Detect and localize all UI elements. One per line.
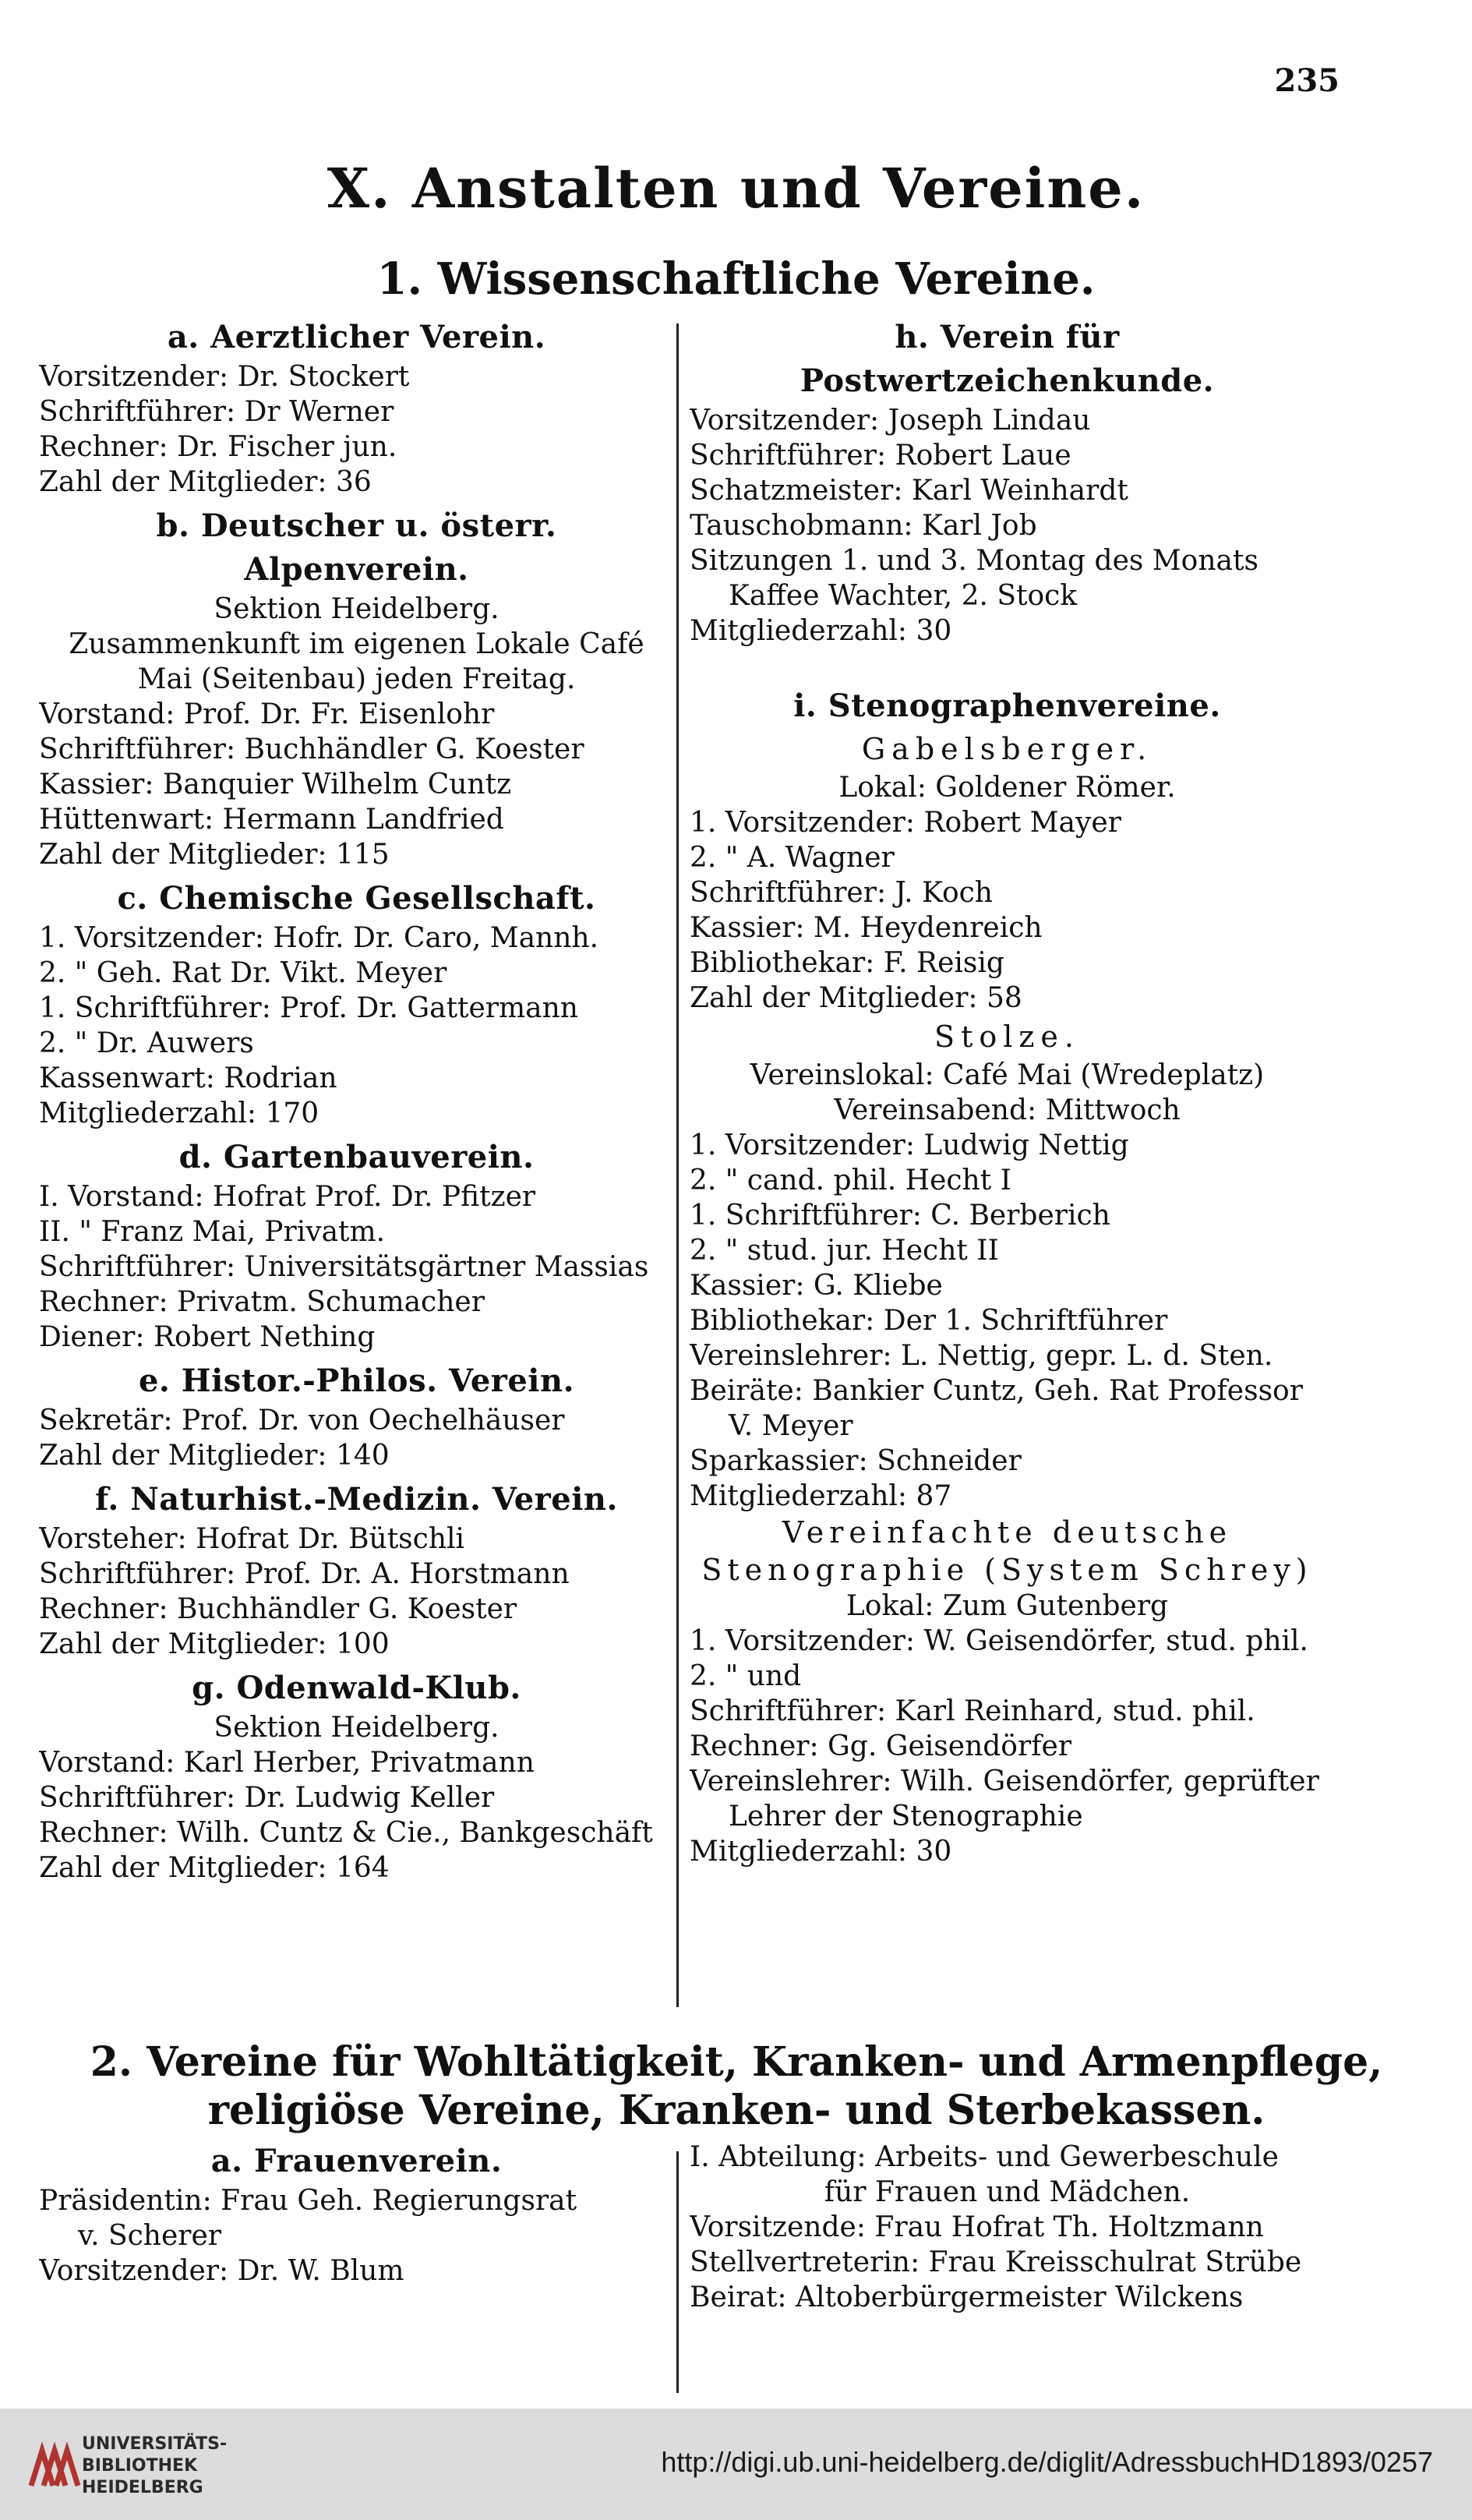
text-line: 1. Schriftführer: Prof. Dr. Gattermann	[39, 992, 578, 1024]
section-aerztlicher-verein	[39, 316, 674, 500]
library-name	[82, 2433, 227, 2499]
section-postwertzeichenkunde	[690, 316, 1325, 649]
text-line: Bibliothekar: Der 1. Schriftführer	[690, 1305, 1168, 1337]
section-heading: h. Verein für Postwertzeichenkunde.	[800, 319, 1215, 399]
section-gartenbauverein	[39, 1136, 674, 1355]
text-line: Vorsitzender: Dr. W. Blum	[39, 2255, 404, 2287]
text-line: Kassenwart: Rodrian	[39, 1062, 337, 1094]
text-line-center: Vereinslokal: Café Mai (Wredeplatz)	[750, 1059, 1265, 1091]
section-heading: f. Naturhist.-Medizin. Verein.	[95, 1481, 618, 1518]
section-heading: a. Frauenverein.	[210, 2143, 503, 2179]
text-line: Zahl der Mitglieder: 164	[39, 1852, 390, 1884]
text-line: Schriftführer: Dr. Ludwig Keller	[39, 1782, 495, 1814]
section-histor-philos-verein	[39, 1359, 674, 1473]
text-line: Mitgliederzahl: 170	[39, 1097, 319, 1129]
text-line-center: für Frauen und Mädchen.	[824, 2176, 1191, 2208]
text-line: 2. " Dr. Auwers	[39, 1027, 254, 1059]
source-url-link[interactable]: http://digi.ub.uni-heidelberg.de/diglit/AdressbuchHD1893/0257	[661, 2446, 1433, 2478]
column-divider-lower	[676, 2151, 679, 2393]
text-line: Vorstand: Prof. Dr. Fr. Eisenlohr	[39, 698, 495, 730]
text-line: Vereinslehrer: Wilh. Geisendörfer, geprüfter	[690, 1765, 1319, 1797]
text-line: Vorsteher: Hofrat Dr. Bütschli	[39, 1523, 465, 1555]
section-chemische-gesellschaft	[39, 877, 674, 1131]
text-line: I. Vorstand: Hofrat Prof. Dr. Pfitzer	[39, 1181, 536, 1213]
text-line: I. Abteilung: Arbeits- und Gewerbeschule	[690, 2141, 1279, 2173]
text-line: 2. " stud. jur. Hecht II	[690, 1235, 999, 1267]
text-line: Schriftführer: J. Koch	[690, 877, 993, 909]
subsection-heading-gabelsberger: Gabelsberger.	[861, 732, 1153, 766]
text-line: Sparkassier: Schneider	[690, 1445, 1022, 1477]
text-line-indented: V. Meyer	[729, 1410, 853, 1442]
text-line-center: Zusammenkunft im eigenen Lokale Café Mai (Seitenbau) jeden Freitag.	[69, 628, 644, 695]
text-line: Zahl der Mitglieder: 100	[39, 1628, 390, 1660]
text-line: Beirat: Altoberbürgermeister Wilckens	[690, 2281, 1244, 2313]
text-line: Beiräte: Bankier Cuntz, Geh. Rat Professor	[690, 1375, 1303, 1407]
text-line: Schatzmeister: Karl Weinhardt	[690, 475, 1128, 507]
section-heading: b. Deutscher u. österr. Alpenverein.	[156, 507, 557, 588]
section2-left-column	[39, 2140, 674, 2288]
text-line: 1. Vorsitzender: Hofr. Dr. Caro, Mannh.	[39, 922, 599, 954]
text-line: Mitgliederzahl: 30	[690, 1836, 952, 1868]
section2-heading: 2. Vereine für Wohltätigkeit, Kranken- und Armenpflege, religiöse Vereine, Kranken- und Sterbekassen.	[90, 2038, 1383, 2134]
section2-right-column	[690, 2140, 1325, 2315]
column-divider	[676, 323, 679, 2007]
section-heading: i. Stenographenvereine.	[793, 687, 1221, 724]
subsection-heading-stolze: Stolze.	[934, 1020, 1080, 1054]
text-line: Hüttenwart: Hermann Landfried	[39, 804, 504, 836]
text-line: Vorsitzende: Frau Hofrat Th. Holtzmann	[690, 2211, 1264, 2243]
text-line: Stellvertreterin: Frau Kreisschulrat Strübe	[690, 2246, 1302, 2278]
text-line-indented: Lehrer der Stenographie	[729, 1801, 1083, 1833]
text-line: Zahl der Mitglieder: 140	[39, 1440, 390, 1472]
text-line: Rechner: Buchhändler G. Koester	[39, 1593, 517, 1625]
section-naturhist-medizin-verein	[39, 1478, 674, 1662]
section-title: 1. Wissenschaftliche Vereine.	[376, 253, 1096, 305]
text-line-center: Sektion Heidelberg.	[214, 593, 499, 625]
section-alpenverein	[39, 504, 674, 872]
text-line-center: Lokal: Zum Gutenberg	[845, 1590, 1169, 1622]
text-line: Zahl der Mitglieder: 58	[690, 982, 1022, 1014]
text-line: Rechner: Gg. Geisendörfer	[690, 1730, 1072, 1762]
page-number: 235	[1274, 62, 1340, 99]
text-line: Bibliothekar: F. Reisig	[690, 947, 1004, 979]
text-line: 1. Schriftführer: C. Berberich	[690, 1200, 1110, 1232]
text-line: II. " Franz Mai, Privatm.	[39, 1216, 386, 1248]
text-line: Schriftführer: Universitätsgärtner Massias	[39, 1251, 649, 1283]
text-line: Rechner: Wilh. Cuntz & Cie., Bankgeschäft	[39, 1817, 653, 1849]
text-line: 1. Vorsitzender: W. Geisendörfer, stud. phil.	[690, 1625, 1309, 1657]
text-line: Vorsitzender: Joseph Lindau	[690, 405, 1091, 436]
text-line: Sekretär: Prof. Dr. von Oechelhäuser	[39, 1405, 565, 1437]
text-line: Vereinslehrer: L. Nettig, gepr. L. d. Sten.	[690, 1340, 1273, 1372]
text-line: Diener: Robert Nething	[39, 1321, 376, 1353]
text-line: Präsidentin: Frau Geh. Regierungsrat	[39, 2185, 577, 2217]
section-heading: a. Aerztlicher Verein.	[167, 319, 546, 355]
library-name-line: HEIDELBERG	[82, 2478, 203, 2497]
viewer-footer	[0, 2409, 1472, 2520]
text-line: 1. Vorsitzender: Ludwig Nettig	[690, 1129, 1129, 1161]
text-line: 2. " A. Wagner	[690, 842, 895, 874]
text-line: Schriftführer: Buchhändler G. Koester	[39, 733, 584, 765]
text-line-center: Lokal: Goldener Römer.	[838, 772, 1176, 804]
text-line: Sitzungen 1. und 3. Montag des Monats	[690, 545, 1258, 577]
text-line: Zahl der Mitglieder: 36	[39, 466, 372, 498]
text-line: 1. Vorsitzender: Robert Mayer	[690, 807, 1121, 839]
text-line: Schriftführer: Prof. Dr. A. Horstmann	[39, 1558, 570, 1590]
text-line: Rechner: Dr. Fischer jun.	[39, 431, 397, 463]
text-line: Kassier: M. Heydenreich	[690, 912, 1043, 944]
subsection-heading-vereinfachte: Vereinfachte deutsche Stenographie (System Schrey)	[701, 1515, 1313, 1587]
spacer	[690, 653, 1325, 684]
section-stenographenvereine	[690, 684, 1325, 1869]
right-column	[690, 316, 1325, 1874]
text-line: Schriftführer: Karl Reinhard, stud. phil.	[690, 1695, 1255, 1727]
library-name-line: UNIVERSITÄTS-	[82, 2434, 228, 2454]
text-line: Mitgliederzahl: 87	[690, 1480, 952, 1512]
text-line: Kassier: G. Kliebe	[690, 1270, 943, 1302]
text-line: Vorstand: Karl Herber, Privatmann	[39, 1747, 535, 1779]
text-line: Schriftführer: Dr Werner	[39, 396, 394, 428]
text-line-indented: Kaffee Wachter, 2. Stock	[729, 580, 1078, 612]
text-line-center: Sektion Heidelberg.	[214, 1712, 499, 1744]
text-line: Mitgliederzahl: 30	[690, 615, 952, 647]
section-heading: c. Chemische Gesellschaft.	[117, 880, 596, 917]
text-line: Kassier: Banquier Wilhelm Cuntz	[39, 769, 512, 801]
text-line-indented: v. Scherer	[78, 2220, 221, 2252]
text-line: Rechner: Privatm. Schumacher	[39, 1286, 485, 1318]
text-line: Zahl der Mitglieder: 115	[39, 839, 390, 871]
section-odenwald-klub	[39, 1666, 674, 1886]
page-title: X. Anstalten und Vereine.	[327, 156, 1145, 221]
left-column	[39, 316, 674, 1890]
text-line-center: Vereinsabend: Mittwoch	[834, 1094, 1181, 1126]
text-line: Schriftführer: Robert Laue	[690, 440, 1071, 472]
section-heading: d. Gartenbauverein.	[178, 1139, 535, 1175]
text-line: Vorsitzender: Dr. Stockert	[39, 361, 410, 393]
section-heading: g. Odenwald-Klub.	[192, 1670, 521, 1706]
section-heading: e. Histor.-Philos. Verein.	[138, 1362, 575, 1399]
text-line: 2. " und	[690, 1660, 802, 1692]
library-name-line: BIBLIOTHEK	[82, 2456, 198, 2476]
text-line: 2. " cand. phil. Hecht I	[690, 1165, 1011, 1196]
text-line: 2. " Geh. Rat Dr. Vikt. Meyer	[39, 957, 447, 989]
text-line: Tauschobmann: Karl Job	[690, 510, 1037, 542]
